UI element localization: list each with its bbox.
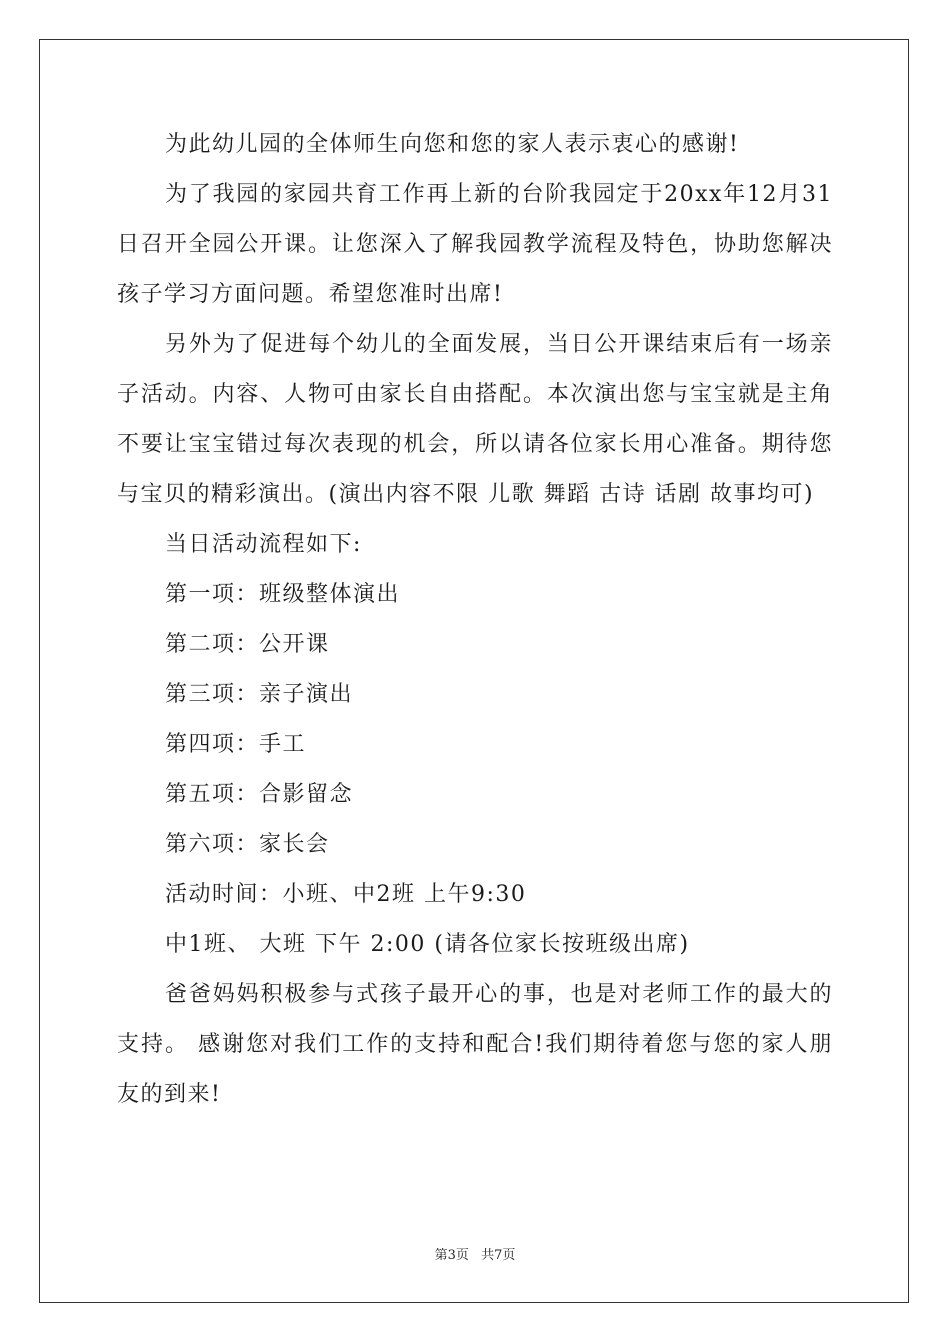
- activity-time-afternoon: 中1班、 大班 下午 2:00 (请各位家长按班级出席): [165, 932, 690, 957]
- paragraph-parent-child-activity: 另外为了促进每个幼儿的全面发展，当日公开课结束后有一场亲子活动。内容、人物可由家长自由搭配。本次演出您与宝宝就是主角不要让宝宝错过每次表现的机会，所以请各位家长用心准备。期待您与宝贝的精彩演出。(演出内容不限 儿歌 舞蹈 古诗 话剧 故事均可): [117, 332, 833, 507]
- schedule-heading: 当日活动流程如下:: [165, 532, 362, 557]
- paragraph-closing: 爸爸妈妈积极参与式孩子最开心的事，也是对老师工作的最大的支持。 感谢您对我们工作的支持和配合!我们期待着您与您的家人朋友的到来!: [117, 982, 833, 1107]
- page-number: 第3页: [434, 1248, 469, 1263]
- schedule-item-5: 第五项：合影留念: [165, 782, 354, 807]
- schedule-item-4: 第四项：手工: [165, 732, 307, 757]
- schedule-item-3: 第三项：亲子演出: [165, 682, 354, 707]
- paragraph-open-class: 为了我园的家园共育工作再上新的台阶我园定于20xx年12月31日召开全园公开课。让您深入了解我园教学流程及特色，协助您解决孩子学习方面问题。希望您准时出席!: [117, 182, 833, 307]
- schedule-item-1: 第一项：班级整体演出: [165, 582, 401, 607]
- page-total: 共7页: [481, 1248, 516, 1263]
- paragraph-thanks: 为此幼儿园的全体师生向您和您的家人表示衷心的感谢!: [165, 132, 740, 157]
- document-body: [117, 120, 833, 1120]
- page-footer: [0, 1244, 950, 1263]
- schedule-item-6: 第六项：家长会: [165, 832, 330, 857]
- activity-time-morning: 活动时间：小班、中2班 上午9:30: [165, 882, 527, 907]
- schedule-item-2: 第二项：公开课: [165, 632, 330, 657]
